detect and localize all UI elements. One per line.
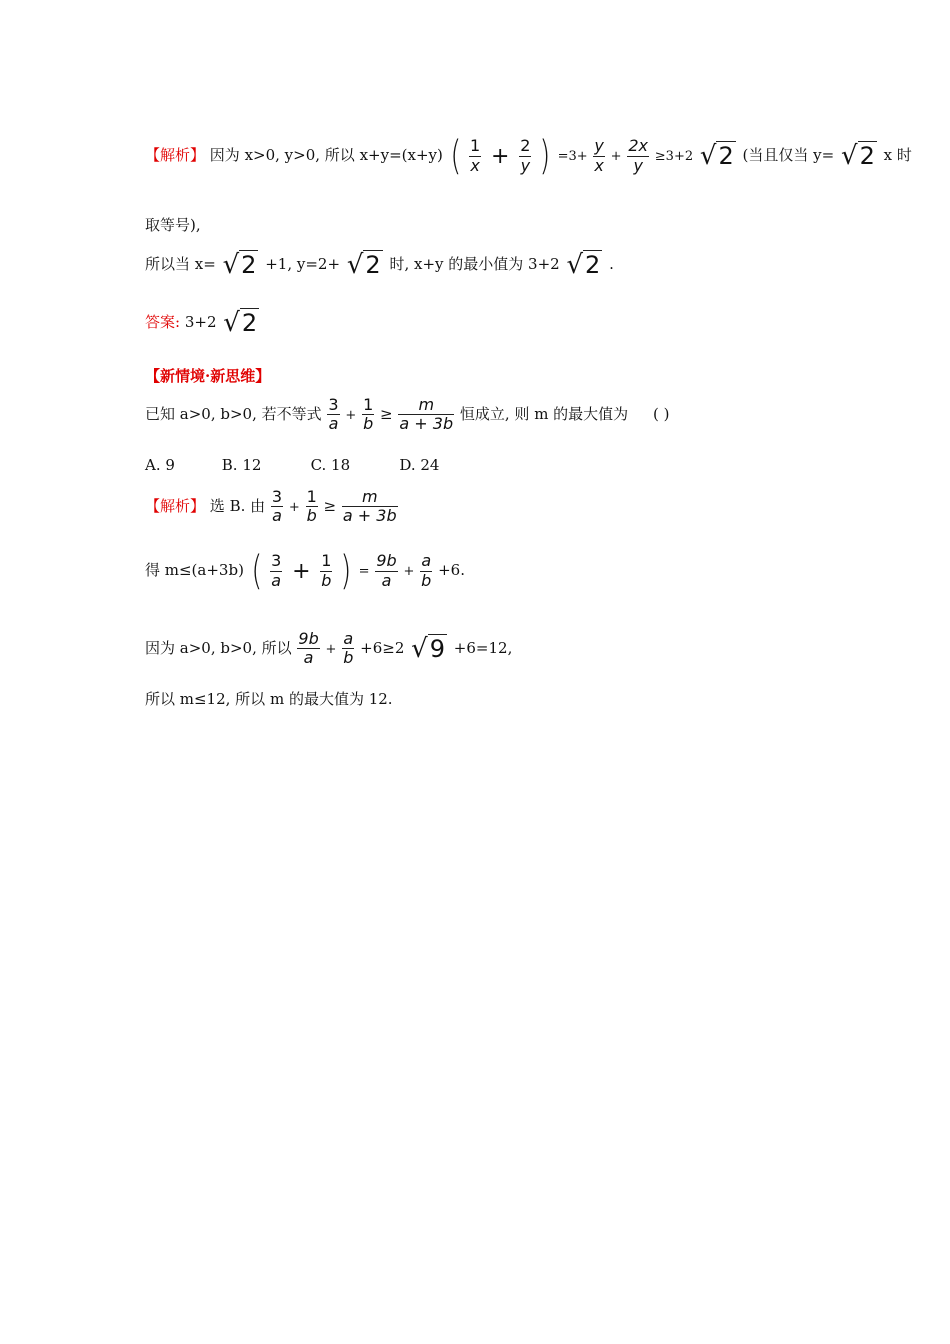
text: 得 m≤(a+3b): [145, 561, 244, 579]
fraction: $\frac{y}{x}$: [594, 136, 604, 175]
fraction: $\frac{1}{b}$: [363, 395, 374, 434]
option-d: D. 24: [399, 456, 440, 474]
fraction: $\frac{a}{b}$: [421, 551, 432, 590]
text: 选 B. 由: [209, 496, 266, 515]
right-paren: ): [340, 548, 352, 594]
solution-line-4: 所以 m≤12, 所以 m 的最大值为 12.: [145, 690, 393, 708]
text: 因为 x>0, y>0, 所以 x+y=(x+y): [209, 146, 443, 164]
new-situation-heading: 【新情境·新思维】: [145, 367, 271, 385]
text: 恒成立, 则 m 的最大值为: [459, 404, 629, 423]
text: 时, x+y 的最小值为 3+2: [389, 255, 560, 273]
text: 已知 a>0, b>0, 若不等式: [145, 404, 322, 423]
analysis-line-1: [145, 133, 912, 179]
text: ≥3+2: [654, 149, 694, 164]
text: +1, y=2+: [265, 255, 341, 273]
answer-label: 答案:: [145, 313, 181, 331]
text: +: [345, 407, 357, 423]
text: .: [609, 255, 614, 273]
solution-line-3: [145, 630, 512, 668]
sqrt: √2: [222, 250, 257, 280]
fraction: $\frac{a}{b}$: [343, 629, 354, 668]
text: +: [610, 149, 622, 164]
sqrt: √9: [411, 633, 446, 664]
text: (当且仅当 y=: [742, 146, 835, 164]
left-paren: (: [251, 548, 262, 594]
text: +: [403, 564, 415, 579]
problem-stem: [145, 396, 669, 434]
sqrt: √2: [346, 250, 381, 280]
analysis-bracket-label: 【解析】: [145, 146, 206, 164]
fraction: $\frac{1}{x}$: [470, 136, 481, 175]
fraction: $\frac{1}{b}$: [321, 551, 332, 590]
text: +6=12,: [453, 638, 513, 657]
option-c: C. 18: [310, 456, 351, 474]
fraction: $\frac{2x}{y}$: [628, 136, 648, 175]
text: +6.: [438, 561, 465, 579]
plus-sign: +: [490, 143, 510, 169]
solution-line-2: [145, 548, 465, 594]
text: +6≥2: [360, 638, 405, 657]
fraction: $\frac{1}{b}$: [306, 487, 317, 526]
fraction: $\frac{3}{a}$: [271, 487, 283, 526]
fraction: $\frac{2}{y}$: [520, 136, 531, 175]
answer-line: [145, 308, 261, 338]
text: =: [358, 564, 370, 579]
options: [145, 456, 439, 474]
fraction: $\frac{m}{a + 3b}$: [342, 487, 397, 526]
plus-sign: +: [292, 558, 311, 584]
answer-value: 3+2: [184, 313, 217, 331]
right-paren: ): [539, 133, 551, 179]
analysis-bracket-label: 【解析】: [145, 496, 206, 515]
left-paren: (: [449, 133, 461, 179]
analysis-line-3: [145, 250, 614, 280]
sqrt: √2: [223, 308, 258, 338]
text: ≥: [323, 496, 337, 515]
text: 因为 a>0, b>0, 所以: [145, 638, 292, 657]
sqrt: √2: [566, 250, 601, 280]
fraction: $\frac{9b}{a}$: [376, 551, 397, 590]
text: =3+: [557, 149, 588, 164]
text: x 时: [883, 146, 912, 164]
sqrt: √2: [699, 141, 734, 171]
option-a: A. 9: [145, 456, 175, 474]
answer-blank: ( ): [652, 404, 670, 423]
fraction: $\frac{3}{a}$: [328, 395, 339, 434]
option-b: B. 12: [221, 456, 262, 474]
fraction: $\frac{9b}{a}$: [298, 629, 319, 668]
text: 所以当 x=: [145, 255, 216, 273]
solution-line-1: [145, 488, 399, 526]
text: ≥: [380, 404, 393, 423]
fraction: $\frac{3}{a}$: [271, 551, 282, 590]
fraction: $\frac{m}{a + 3b}$: [399, 395, 454, 434]
sqrt: √2: [840, 141, 875, 171]
text: +: [288, 499, 300, 515]
text: +: [325, 641, 337, 657]
analysis-line-2: 取等号),: [145, 216, 201, 234]
